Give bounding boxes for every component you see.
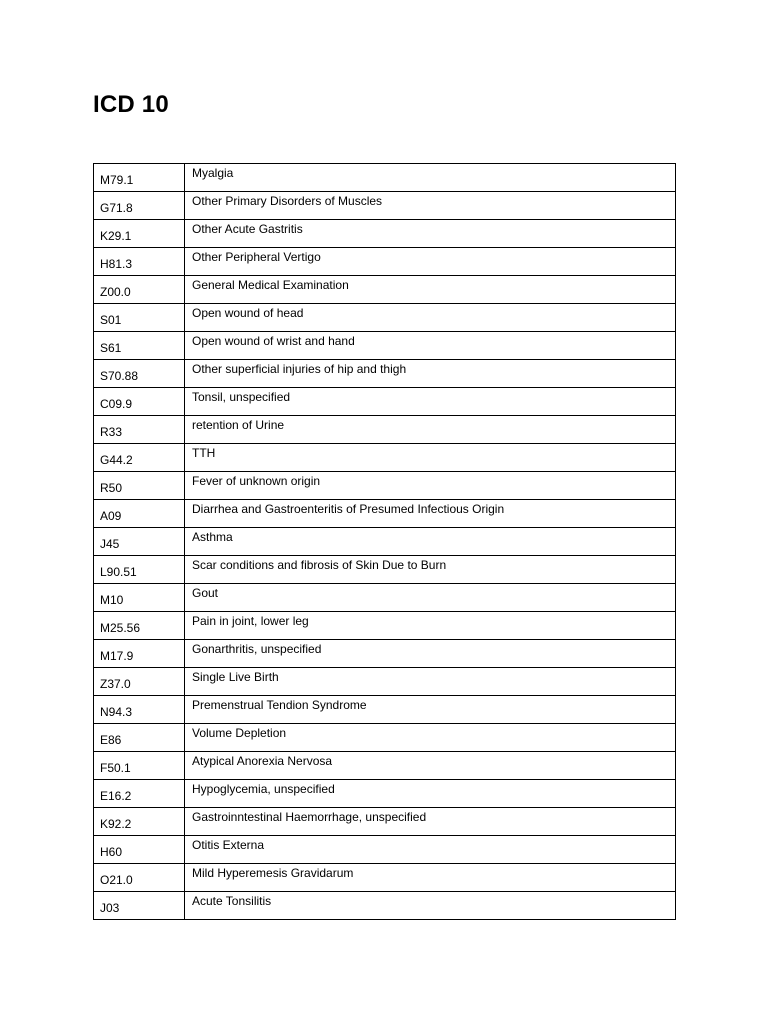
diagnosis-description-cell: Hypoglycemia, unspecified: [185, 780, 676, 808]
icd-code-table-body: [94, 164, 676, 920]
diagnosis-description-cell: TTH: [185, 444, 676, 472]
icd-code-cell: G44.2: [94, 444, 185, 472]
diagnosis-description-cell: retention of Urine: [185, 416, 676, 444]
table-row: [94, 248, 676, 276]
icd-code-cell: G71.8: [94, 192, 185, 220]
table-row: [94, 360, 676, 388]
table-row: [94, 444, 676, 472]
icd-code-cell: M79.1: [94, 164, 185, 192]
table-row: [94, 472, 676, 500]
diagnosis-description-cell: Other superficial injuries of hip and thigh: [185, 360, 676, 388]
icd-code-cell: E16.2: [94, 780, 185, 808]
icd-code-cell: K29.1: [94, 220, 185, 248]
diagnosis-description-cell: Myalgia: [185, 164, 676, 192]
icd-code-cell: S70.88: [94, 360, 185, 388]
diagnosis-description-cell: Other Acute Gastritis: [185, 220, 676, 248]
diagnosis-description-cell: Other Primary Disorders of Muscles: [185, 192, 676, 220]
icd-code-cell: Z00.0: [94, 276, 185, 304]
table-row: [94, 808, 676, 836]
diagnosis-description-cell: Otitis Externa: [185, 836, 676, 864]
icd-code-cell: J03: [94, 892, 185, 920]
table-row: [94, 640, 676, 668]
icd-code-cell: H60: [94, 836, 185, 864]
table-row: [94, 528, 676, 556]
table-row: [94, 332, 676, 360]
table-row: [94, 668, 676, 696]
icd-code-cell: O21.0: [94, 864, 185, 892]
diagnosis-description-cell: Acute Tonsilitis: [185, 892, 676, 920]
icd-code-cell: C09.9: [94, 388, 185, 416]
table-row: [94, 780, 676, 808]
diagnosis-description-cell: Open wound of wrist and hand: [185, 332, 676, 360]
icd-code-cell: H81.3: [94, 248, 185, 276]
icd-code-cell: R33: [94, 416, 185, 444]
diagnosis-description-cell: Single Live Birth: [185, 668, 676, 696]
table-row: [94, 220, 676, 248]
diagnosis-description-cell: Other Peripheral Vertigo: [185, 248, 676, 276]
icd-code-cell: A09: [94, 500, 185, 528]
table-row: [94, 416, 676, 444]
table-row: [94, 612, 676, 640]
diagnosis-description-cell: Atypical Anorexia Nervosa: [185, 752, 676, 780]
icd-code-cell: M10: [94, 584, 185, 612]
diagnosis-description-cell: Asthma: [185, 528, 676, 556]
icd-code-cell: N94.3: [94, 696, 185, 724]
icd-code-cell: R50: [94, 472, 185, 500]
document-title: ICD 10: [93, 91, 169, 118]
icd-code-cell: J45: [94, 528, 185, 556]
diagnosis-description-cell: Open wound of head: [185, 304, 676, 332]
icd-code-cell: S01: [94, 304, 185, 332]
diagnosis-description-cell: Pain in joint, lower leg: [185, 612, 676, 640]
table-row: [94, 584, 676, 612]
icd-code-cell: L90.51: [94, 556, 185, 584]
diagnosis-description-cell: Fever of unknown origin: [185, 472, 676, 500]
icd-code-cell: M17.9: [94, 640, 185, 668]
diagnosis-description-cell: Tonsil, unspecified: [185, 388, 676, 416]
table-row: [94, 304, 676, 332]
table-row: [94, 276, 676, 304]
table-row: [94, 388, 676, 416]
diagnosis-description-cell: Gastroinntestinal Haemorrhage, unspecified: [185, 808, 676, 836]
diagnosis-description-cell: General Medical Examination: [185, 276, 676, 304]
icd-code-cell: S61: [94, 332, 185, 360]
diagnosis-description-cell: Scar conditions and fibrosis of Skin Due to Burn: [185, 556, 676, 584]
table-row: [94, 164, 676, 192]
diagnosis-description-cell: Premenstrual Tendion Syndrome: [185, 696, 676, 724]
table-row: [94, 752, 676, 780]
table-row: [94, 556, 676, 584]
diagnosis-description-cell: Mild Hyperemesis Gravidarum: [185, 864, 676, 892]
icd-code-cell: Z37.0: [94, 668, 185, 696]
table-row: [94, 724, 676, 752]
icd-code-cell: F50.1: [94, 752, 185, 780]
diagnosis-description-cell: Gonarthritis, unspecified: [185, 640, 676, 668]
icd-code-table: [93, 163, 676, 920]
table-row: [94, 892, 676, 920]
diagnosis-description-cell: Gout: [185, 584, 676, 612]
table-row: [94, 864, 676, 892]
table-row: [94, 696, 676, 724]
table-row: [94, 836, 676, 864]
table-row: [94, 192, 676, 220]
icd-code-cell: K92.2: [94, 808, 185, 836]
icd-code-cell: E86: [94, 724, 185, 752]
diagnosis-description-cell: Diarrhea and Gastroenteritis of Presumed Infectious Origin: [185, 500, 676, 528]
icd-code-cell: M25.56: [94, 612, 185, 640]
diagnosis-description-cell: Volume Depletion: [185, 724, 676, 752]
table-row: [94, 500, 676, 528]
